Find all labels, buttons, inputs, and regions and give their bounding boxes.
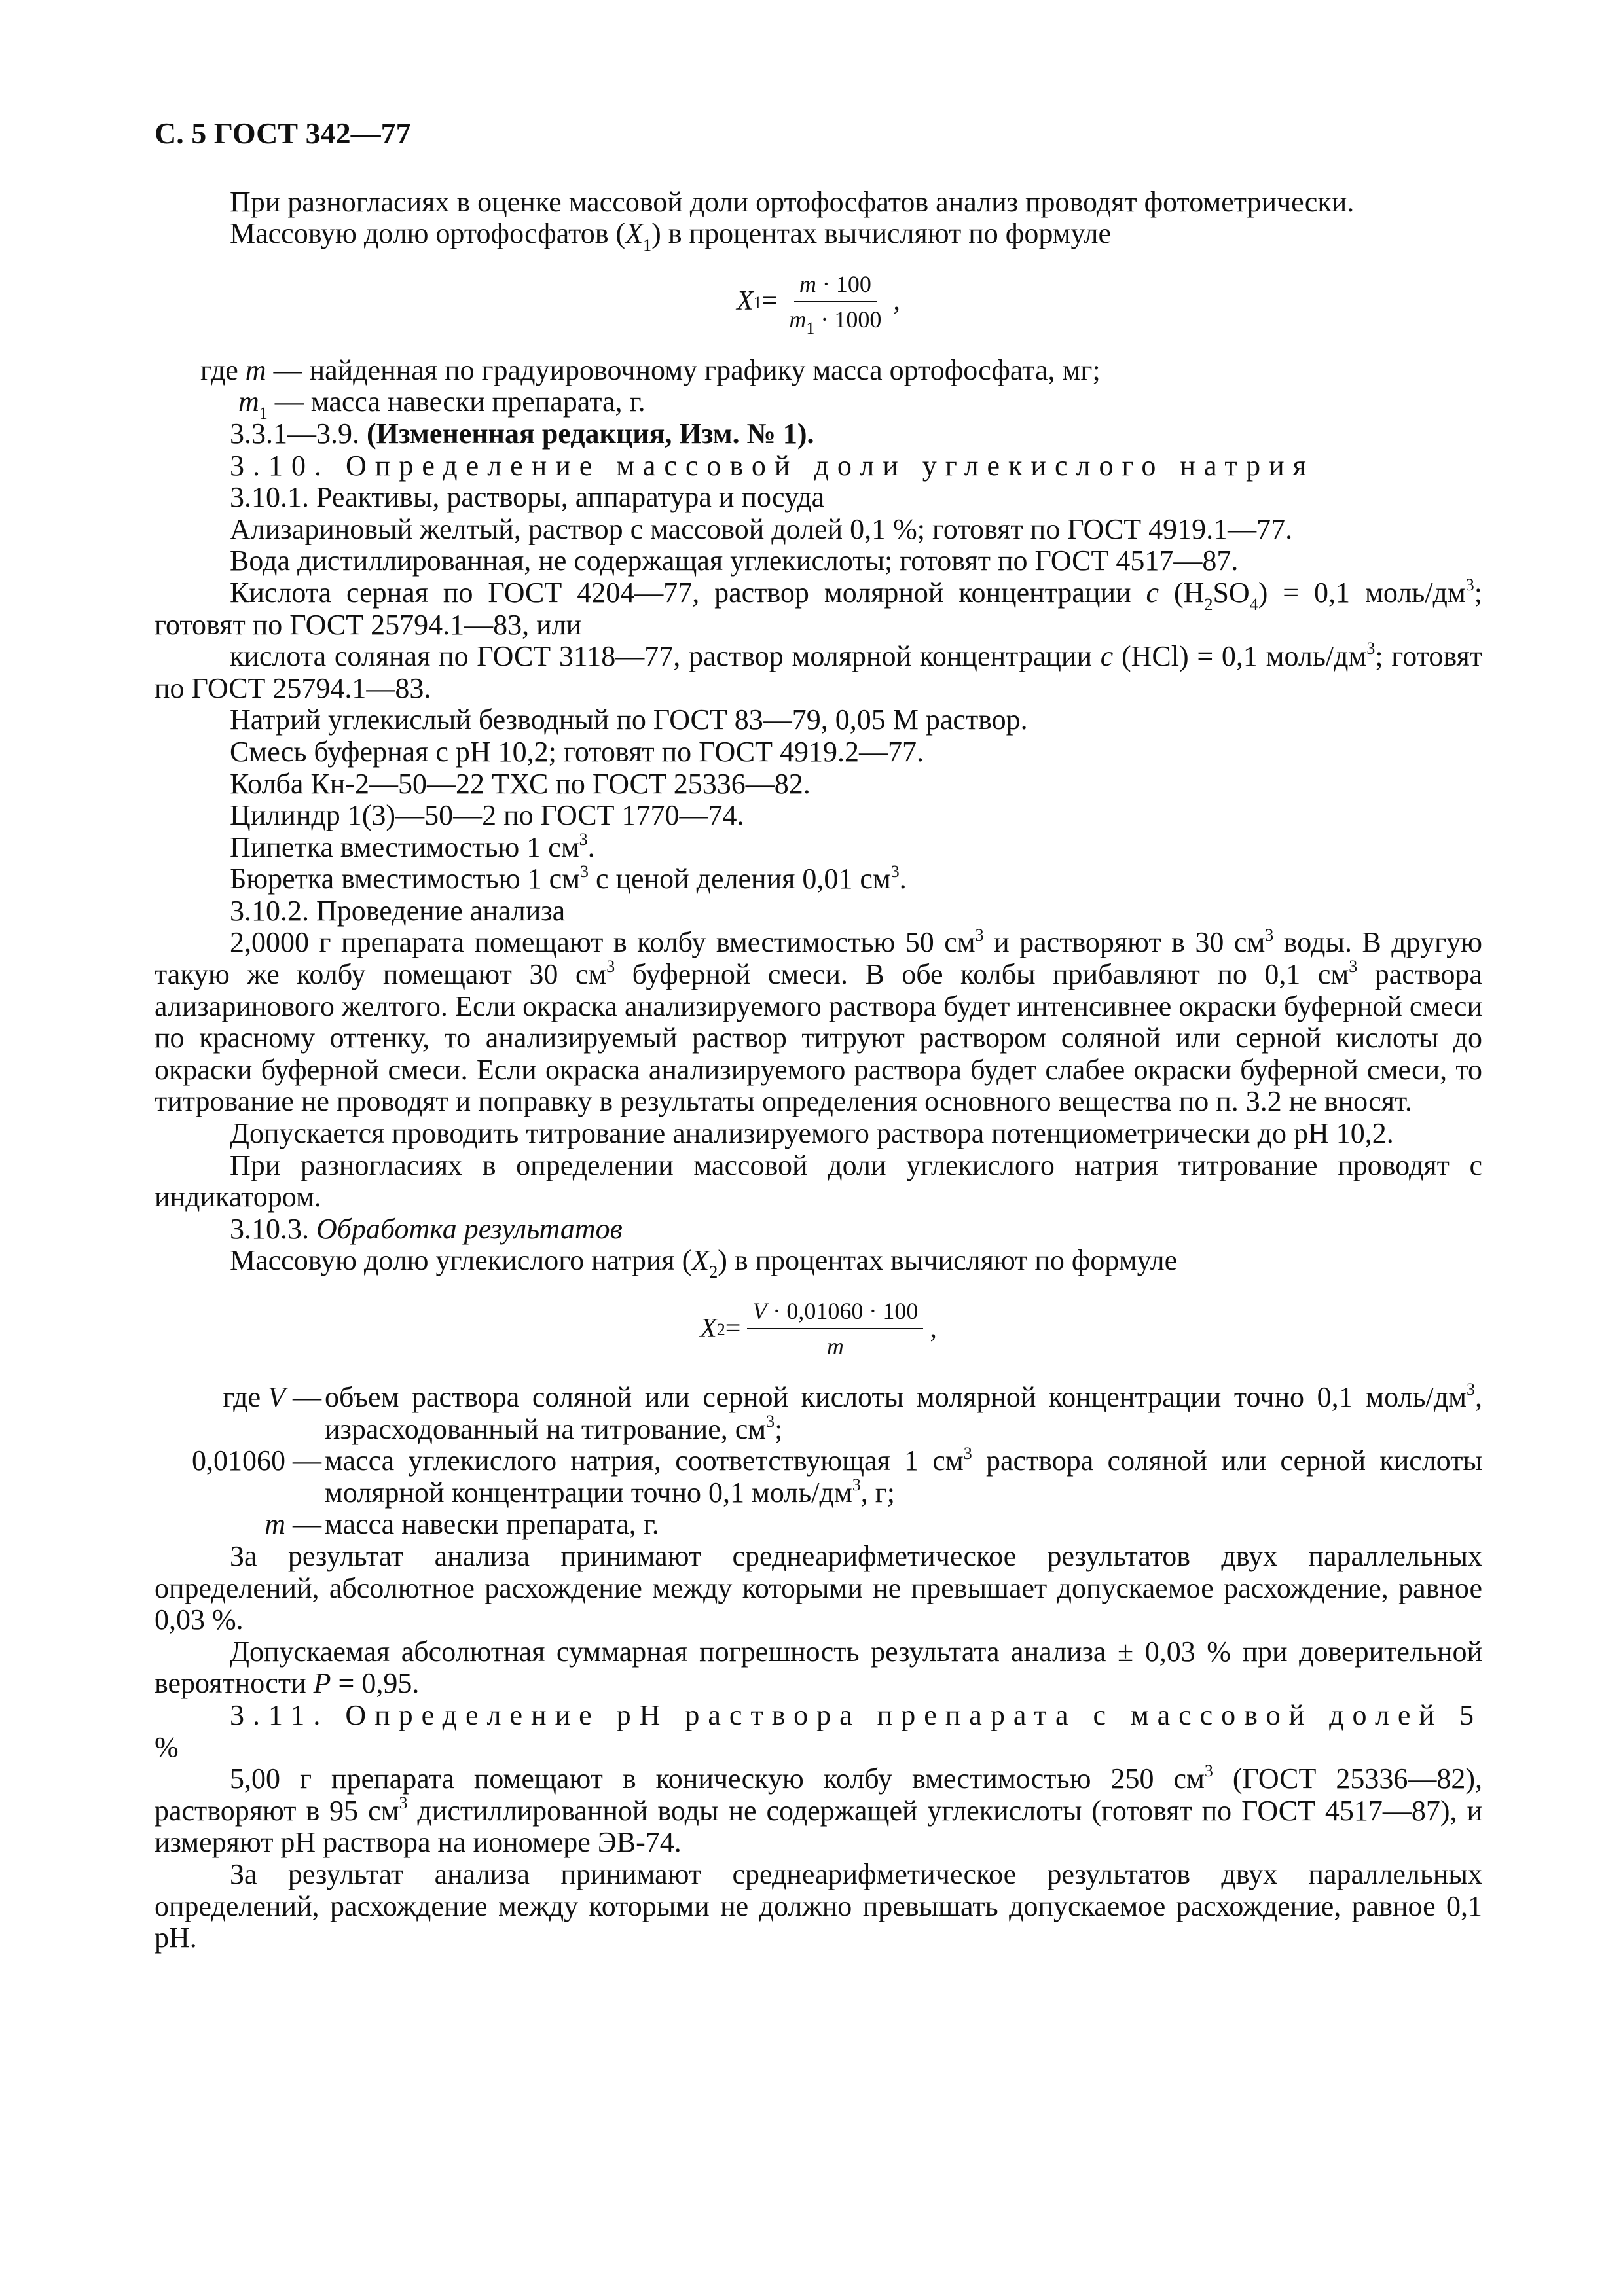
text: воды. В другую такую же колбу помещают 30 см	[155, 926, 1482, 991]
num-var: m	[799, 270, 816, 297]
sup: 3	[852, 1475, 861, 1495]
den-sub: 1	[806, 318, 815, 338]
num-rest: · 0,01060 · 100	[767, 1298, 919, 1324]
formula-x1: X $_1$ = $\frac{m \cdot 100}{m_1 \cdot 1000}$ ,	[737, 270, 900, 338]
text: ; готовят по ГОСТ 25794.1—83, или	[155, 576, 1482, 641]
subheading: Обработка результатов	[316, 1212, 623, 1245]
text: .	[899, 863, 907, 895]
text: Кислота серная по ГОСТ 4204—77, раствор молярной концентрации	[230, 576, 1146, 609]
text: 3.3.1—3.9.	[230, 417, 367, 450]
text: Массовую долю углекислого натрия (	[230, 1244, 692, 1277]
sup: 3	[579, 861, 589, 881]
where-m1	[155, 386, 1482, 423]
num-var: V	[752, 1298, 767, 1324]
den-var: m	[789, 306, 807, 332]
formula-equals: =	[725, 1313, 741, 1344]
text: Массовую долю ортофосфатов (	[230, 217, 626, 250]
text: 3.10.3.	[230, 1212, 316, 1245]
formula-denominator	[822, 1329, 849, 1361]
text: где	[200, 353, 246, 386]
var-c: c	[1146, 576, 1159, 609]
where-text-m: масса навески препарата, г.	[325, 1508, 659, 1541]
sup: 3	[963, 1443, 972, 1463]
formula-x2: X $_2$ = $\frac{V \cdot 0,01060 \cdot 100}{m}$ ,	[700, 1298, 937, 1359]
analysis-potentiometric: Допускается проводить титрование анализируемого раствора потенциометрически до pH 10,2.	[230, 1117, 1394, 1150]
sup: 3	[1366, 639, 1376, 658]
result-paragraph-2	[155, 1636, 1482, 1700]
sup: 3	[1465, 575, 1474, 595]
text: и растворяют в 30 см	[983, 926, 1266, 959]
text: ;	[775, 1412, 783, 1445]
reagent-buffer: Смесь буферная с рН 10,2; готовят по ГОСТ 4919.2—77.	[230, 735, 924, 768]
where-label-v	[152, 1382, 289, 1445]
page-header: С. 5 ГОСТ 342—77	[155, 117, 411, 150]
formula-tail: ,	[893, 286, 900, 317]
sup: 3	[1349, 957, 1358, 977]
sup: 3	[399, 1793, 408, 1813]
sup: 3	[975, 925, 984, 944]
text: Допускаемая абсолютная суммарная погрешность результата анализа ± 0,03 % при доверительной вероятности	[155, 1635, 1482, 1700]
formula-tail: ,	[930, 1313, 937, 1344]
text: ; готовят по ГОСТ 25794.1—83.	[155, 640, 1482, 704]
section-3-10-3	[155, 1213, 1482, 1246]
reagent-alizarin: Ализариновый желтый, раствор с массовой долей 0,1 %; готовят по ГОСТ 4919.1—77.	[230, 512, 1293, 545]
dash: —	[293, 1381, 321, 1413]
text: — масса навески препарата, г.	[267, 386, 646, 418]
sup: 3	[890, 861, 900, 881]
where-m	[155, 355, 1482, 387]
formula-var-x: X	[737, 286, 754, 317]
formula-var-x: X	[700, 1313, 717, 1344]
text: 2,0000 г препарата помещают в колбу вместимостью 50 см	[230, 926, 976, 959]
analysis-disagreement: При разногласиях в определении массовой доли углекислого натрия титрование проводят с индикатором.	[155, 1149, 1482, 1213]
analysis-procedure	[155, 927, 1482, 1118]
formula-numerator	[747, 1297, 923, 1329]
reagent-water: Вода дистиллированная, не содержащая углекислоты; готовят по ГОСТ 4517—87.	[230, 545, 1239, 577]
dash: —	[293, 1444, 321, 1477]
where-text-coef	[325, 1445, 1482, 1509]
ph-procedure	[155, 1763, 1482, 1859]
sup: 3	[1204, 1761, 1213, 1781]
text: объем раствора соляной или серной кислоты молярной концентрации точно 0,1 моль/дм	[325, 1381, 1467, 1413]
var-x: X	[691, 1244, 710, 1277]
text: (H	[1159, 576, 1205, 609]
formula-fraction	[747, 1297, 923, 1361]
den-rest: · 1000	[814, 306, 882, 332]
text: (ГОСТ 25336—82), растворяют в 95 см	[155, 1763, 1483, 1827]
section-3-10-heading: 3.10. Определение массовой доли углекислого натрия	[230, 449, 1315, 482]
var-p: P	[313, 1667, 331, 1700]
sup: 3	[1265, 925, 1274, 944]
equipment-flask: Колба Кн-2—50—22 ТХС по ГОСТ 25336—82.	[230, 767, 811, 800]
text: SO	[1213, 576, 1250, 609]
text: (HCl) = 0,1 моль/дм	[1113, 640, 1367, 673]
section-3-3-1	[155, 418, 1482, 450]
var-m: m	[245, 353, 266, 386]
text: раствора ализаринового желтого. Если окраска анализируемого раствора будет интенсивнее окраски буферной смеси по красному оттенку, то анализируемый раствор титруют раствором соляной или серной кислоты до окраски буферной смеси. Если окраска анализируемого раствора будет слабее окраски буферной смеси, то титрование не проводят и поправку в результаты определения основного вещества по п. 3.2 не вносят.	[155, 958, 1482, 1118]
text: — найденная по градуировочному графику масса ортофосфата, мг;	[266, 353, 1101, 386]
text: .	[587, 831, 595, 863]
equipment-burette	[155, 863, 1482, 895]
sub: 2	[709, 1263, 718, 1282]
var-v: V	[268, 1381, 285, 1413]
where-label-m: m	[264, 1508, 285, 1541]
sup: 3	[766, 1411, 775, 1431]
section-3-11-heading: 3.11. Определение pH раствора препарата с массовой долей 5 %	[155, 1698, 1482, 1763]
where-text-v	[325, 1382, 1482, 1445]
text: При разногласиях в оценке массовой доли ортофосфатов анализ проводят фотометрически.	[230, 185, 1355, 218]
sup: 3	[579, 830, 588, 850]
formula-fraction	[784, 270, 886, 338]
result-paragraph-1: За результат анализа принимают среднеарифметическое результатов двух параллельных определений, абсолютное расхождение между которыми не превышает допускаемое расхождение, равное 0,03 %.	[155, 1539, 1482, 1636]
reagent-hydrochloric	[155, 641, 1482, 704]
formula-denominator	[784, 302, 886, 338]
text: Бюретка вместимостью 1 см	[230, 863, 580, 895]
sub: 1	[259, 404, 268, 423]
formula-equals: =	[761, 286, 778, 317]
text: дистиллированной воды не содержащей углекислоты (готовят по ГОСТ 4517—87), и измеряют pH раствора на иономере ЭВ-74.	[155, 1794, 1482, 1859]
text: = 0,95.	[331, 1667, 420, 1700]
var-c: c	[1100, 640, 1114, 673]
reagent-sodium-carbonate: Натрий углекислый безводный по ГОСТ 83—79, 0,05 М раствор.	[230, 704, 1028, 736]
text: , израсходованный на титрование, см	[325, 1381, 1482, 1445]
text: кислота соляная по ГОСТ 3118—77, раствор молярной концентрации	[230, 640, 1101, 673]
text: 5,00 г препарата помещают в коническую колбу вместимостью 250 см	[230, 1763, 1205, 1795]
num-rest: · 100	[816, 270, 871, 297]
sup: 3	[606, 957, 615, 977]
reagent-sulfuric	[155, 577, 1482, 641]
text: ) в процентах вычисляют по формуле	[718, 1244, 1178, 1277]
sub: 2	[1204, 594, 1213, 614]
equipment-cylinder: Цилиндр 1(3)—50—2 по ГОСТ 1770—74.	[230, 799, 744, 832]
formula-numerator	[794, 270, 877, 302]
var-x: X	[625, 217, 644, 250]
var-m: m	[238, 386, 259, 418]
paragraph-formula-intro-2	[155, 1244, 1482, 1282]
paragraph-formula-intro-1	[155, 217, 1482, 255]
section-3-10-1: 3.10.1. Реактивы, растворы, аппаратура и посуда	[230, 481, 825, 514]
where-list	[152, 1382, 1482, 1541]
ph-result: За результат анализа принимают среднеарифметическое результатов двух параллельных определений, расхождение между которыми не должно превышать допускаемое расхождение, равное 0,1 pH.	[155, 1857, 1482, 1954]
equipment-pipette	[155, 832, 1482, 864]
edit-note: (Измененная редакция, Изм. № 1).	[367, 417, 814, 450]
text: буферной смеси. В обе колбы прибавляют по 0,1 см	[615, 958, 1349, 991]
text: раствора соляной или серной кислоты молярной концентрации точно 0,1 моль/дм	[325, 1444, 1483, 1509]
document-page	[155, 118, 1482, 1954]
section-3-10-2: 3.10.2. Проведение анализа	[230, 894, 566, 927]
text: с ценой деления 0,01 см	[588, 863, 891, 895]
text: масса углекислого натрия, соответствующая 1 см	[325, 1444, 964, 1477]
paragraph-disagreement	[155, 187, 1482, 219]
sub: 1	[643, 235, 652, 255]
text: где	[223, 1381, 268, 1413]
sub: 4	[1249, 594, 1258, 614]
text: ) в процентах вычисляют по формуле	[651, 217, 1112, 250]
sup: 3	[1467, 1380, 1475, 1399]
text: Пипетка вместимостью 1 см	[230, 831, 579, 863]
where-label-coef: 0,01060	[192, 1444, 285, 1477]
den-var: m	[826, 1333, 844, 1359]
dash: —	[293, 1508, 321, 1541]
text: , г;	[860, 1476, 896, 1509]
text: ) = 0,1 моль/дм	[1258, 576, 1466, 609]
